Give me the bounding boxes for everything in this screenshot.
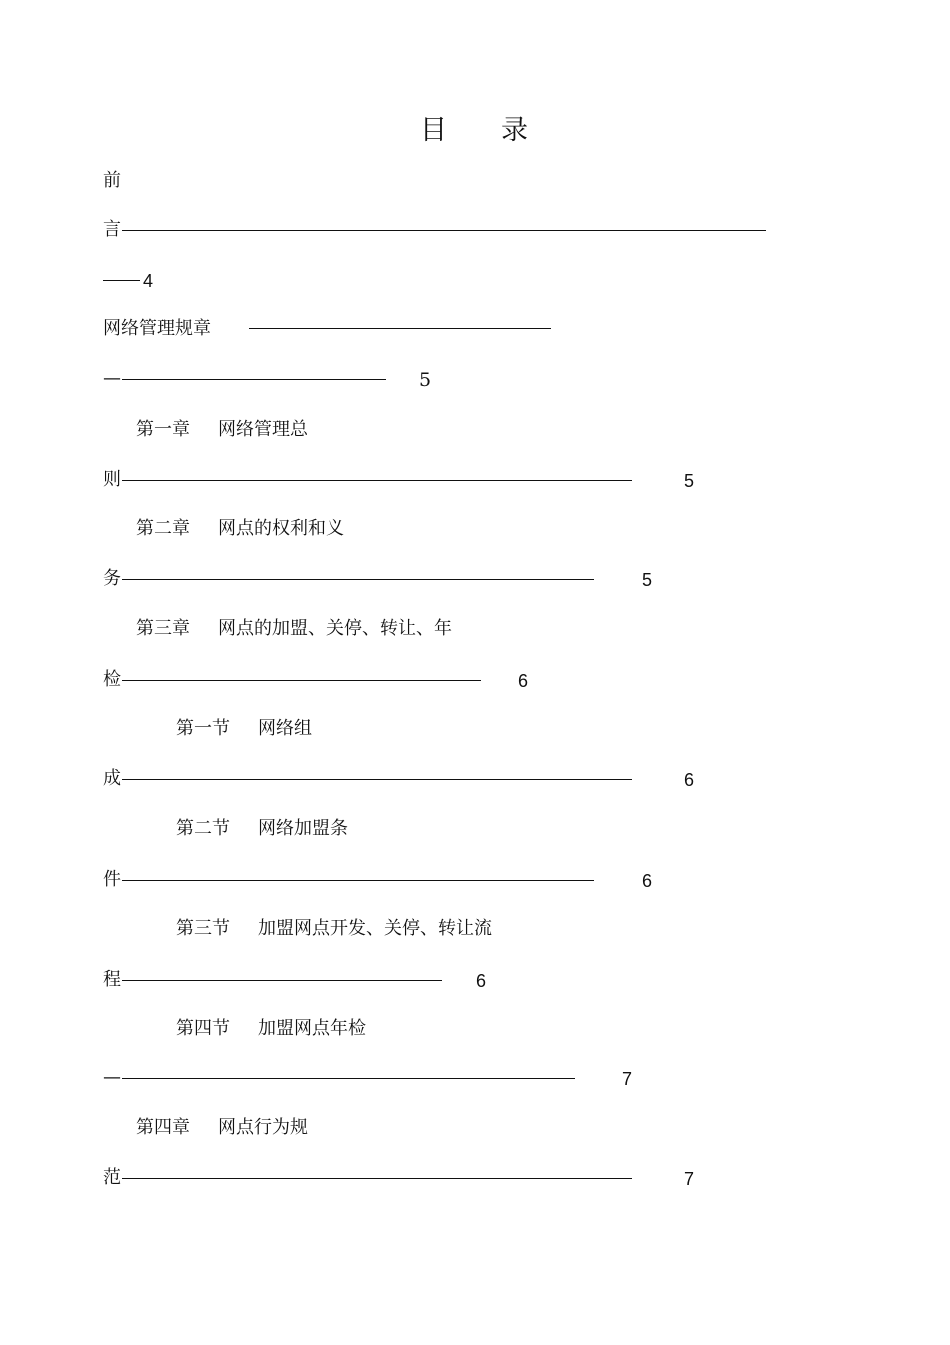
toc-ch2-page[interactable]: 5 (642, 570, 653, 590)
toc-ch4-leader (122, 1178, 632, 1179)
toc-s1-title: 网络组 (258, 718, 312, 739)
toc-regulations-leader (249, 328, 551, 329)
toc-ch3-page[interactable]: 6 (518, 671, 529, 691)
toc-s4-lead: — (103, 1067, 121, 1088)
toc-ch3-title: 网点的加盟、关停、转让、年 (218, 618, 452, 639)
toc-preface-line1: 前 (103, 170, 121, 191)
toc-s2-label: 第二节 (176, 818, 230, 839)
toc-ch3-tail: 检 (103, 669, 121, 690)
toc-s2-title: 网络加盟条 (258, 818, 348, 839)
toc-ch1-label: 第一章 (136, 419, 190, 440)
toc-s2-page[interactable]: 6 (642, 871, 653, 891)
toc-ch3-label: 第三章 (136, 618, 190, 639)
toc-ch3-leader (122, 680, 481, 681)
toc-ch2-label: 第二章 (136, 518, 190, 539)
toc-s3-label: 第三节 (176, 918, 230, 939)
toc-ch2-title: 网点的权利和义 (218, 518, 344, 539)
toc-preface-page[interactable]: 4 (143, 271, 154, 291)
toc-regulations-leader-cont (122, 379, 386, 380)
toc-ch1-title: 网络管理总 (218, 419, 308, 440)
toc-s3-page[interactable]: 6 (476, 971, 487, 991)
toc-ch2-leader (122, 579, 594, 580)
toc-title-left: 目 (420, 115, 449, 146)
toc-ch1-leader (122, 480, 632, 481)
toc-s1-label: 第一节 (176, 718, 230, 739)
toc-ch4-tail: 范 (103, 1167, 121, 1188)
toc-preface-leader-cont (103, 280, 140, 281)
toc-regulations-lead: — (103, 368, 121, 389)
toc-ch4-label: 第四章 (136, 1117, 190, 1138)
toc-s1-tail: 成 (103, 768, 121, 789)
toc-ch1-tail: 则 (103, 469, 121, 490)
toc-s3-leader (122, 980, 442, 981)
toc-s2-leader (122, 880, 594, 881)
toc-s4-page[interactable]: 7 (622, 1069, 633, 1089)
toc-s1-leader (122, 779, 632, 780)
toc-regulations-page[interactable]: 5 (419, 369, 432, 391)
toc-ch4-page[interactable]: 7 (684, 1169, 695, 1189)
toc-ch2-tail: 务 (103, 568, 121, 589)
toc-s1-page[interactable]: 6 (684, 770, 695, 790)
toc-s4-title: 加盟网点年检 (258, 1018, 366, 1039)
toc-s3-tail: 程 (103, 969, 121, 990)
toc-title-right: 录 (501, 115, 530, 146)
toc-ch1-page[interactable]: 5 (684, 471, 695, 491)
toc-ch4-title: 网点行为规 (218, 1117, 308, 1138)
toc-s4-label: 第四节 (176, 1018, 230, 1039)
toc-preface-leader (122, 230, 766, 231)
toc-s4-leader (122, 1078, 575, 1079)
toc-s2-tail: 件 (103, 869, 121, 890)
toc-title (0, 115, 950, 147)
toc-s3-title: 加盟网点开发、关停、转让流 (258, 918, 492, 939)
toc-preface-line2: 言 (103, 219, 121, 240)
toc-regulations-label: 网络管理规章 (103, 318, 211, 339)
